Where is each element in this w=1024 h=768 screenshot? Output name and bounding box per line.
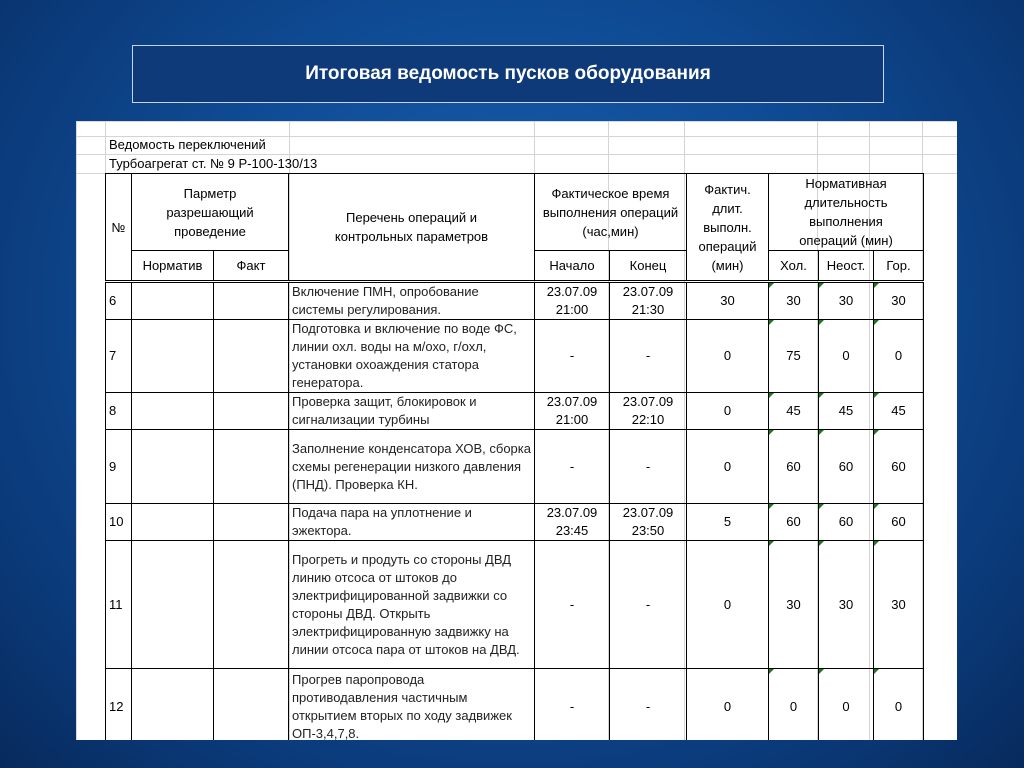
cell-fakt [214, 541, 289, 669]
cell-duration: 0 [687, 541, 769, 669]
header-gor: Гор. [874, 251, 924, 282]
header-param: Парметр разрешающий проведение [132, 174, 289, 251]
cell-num: 6 [106, 282, 132, 320]
header-normativ: Норматив [132, 251, 214, 282]
cell-fakt [214, 669, 289, 741]
cell-neost: 0 [819, 669, 874, 741]
cell-fakt [214, 504, 289, 541]
table-header-row [106, 174, 924, 251]
cell-start: 23.07.09 21:00 [535, 393, 610, 430]
cell-operation: Включение ПМН, опробование системы регулирования. [289, 282, 535, 320]
cell-start: 23.07.09 21:00 [535, 282, 610, 320]
cell-normativ [132, 282, 214, 320]
cell-normativ [132, 393, 214, 430]
table-row [106, 393, 924, 430]
cell-duration: 0 [687, 669, 769, 741]
cell-gor: 0 [874, 320, 924, 393]
cell-normativ [132, 320, 214, 393]
slide-title-box [132, 45, 884, 103]
cell-num: 10 [106, 504, 132, 541]
cell-gor: 45 [874, 393, 924, 430]
cell-num: 12 [106, 669, 132, 741]
header-norm-dur: Нормативная длительность выполнения операций (мин) [769, 174, 924, 251]
cell-end: 23.07.09 22:10 [610, 393, 687, 430]
cell-end: 23.07.09 21:30 [610, 282, 687, 320]
cell-fakt [214, 393, 289, 430]
cell-duration: 0 [687, 393, 769, 430]
cell-gor: 60 [874, 504, 924, 541]
header-neost: Неост. [819, 251, 874, 282]
slide-title: Итоговая ведомость пусков оборудования [305, 63, 711, 84]
operations-table [105, 173, 924, 740]
cell-end: - [610, 430, 687, 504]
cell-neost: 0 [819, 320, 874, 393]
cell-hol: 45 [769, 393, 819, 430]
cell-operation: Заполнение конденсатора ХОВ, сборка схемы регенерации низкого давления (ПНД). Проверка КН. [289, 430, 535, 504]
cell-operation: Подача пара на уплотнение и эжектора. [289, 504, 535, 541]
cell-num: 9 [106, 430, 132, 504]
cell-hol: 60 [769, 430, 819, 504]
cell-num: 11 [106, 541, 132, 669]
grid-line [76, 154, 957, 155]
cell-end: - [610, 541, 687, 669]
spreadsheet [76, 121, 957, 740]
cell-fakt [214, 282, 289, 320]
cell-normativ [132, 504, 214, 541]
cell-gor: 0 [874, 669, 924, 741]
header-hol: Хол. [769, 251, 819, 282]
cell-hol: 30 [769, 541, 819, 669]
sheet-subheading: Турбоагрегат ст. № 9 Р-100-130/13 [109, 156, 318, 171]
cell-normativ [132, 430, 214, 504]
header-start: Начало [535, 251, 610, 282]
cell-gor: 60 [874, 430, 924, 504]
cell-operation: Проверка защит, блокировок и сигнализации турбины [289, 393, 535, 430]
cell-neost: 30 [819, 541, 874, 669]
cell-end: - [610, 669, 687, 741]
cell-operation: Прогреть и продуть со стороны ДВД линию отсоса от штоков до электрифицированной задвижки со стороны ДВД. Открыть электрифицированную задвижку на линии отсоса пара от штоков на ДВД. [289, 541, 535, 669]
header-num: № [106, 174, 132, 282]
cell-num: 8 [106, 393, 132, 430]
cell-neost: 60 [819, 504, 874, 541]
cell-end: 23.07.09 23:50 [610, 504, 687, 541]
header-end: Конец [610, 251, 687, 282]
table-row [106, 320, 924, 393]
sheet-heading: Ведомость переключений [109, 137, 266, 152]
cell-start: - [535, 430, 610, 504]
cell-duration: 0 [687, 430, 769, 504]
cell-duration: 30 [687, 282, 769, 320]
cell-gor: 30 [874, 541, 924, 669]
cell-fakt [214, 430, 289, 504]
cell-hol: 75 [769, 320, 819, 393]
table-row [106, 504, 924, 541]
table-row [106, 669, 924, 741]
header-ops: Перечень операций и контрольных параметров [289, 174, 535, 282]
cell-operation: Прогрев паропровода противодавления частичным открытием вторых по ходу задвижек ОП-3,4,7,8. [289, 669, 535, 741]
table-row [106, 541, 924, 669]
cell-hol: 0 [769, 669, 819, 741]
cell-start: 23.07.09 23:45 [535, 504, 610, 541]
cell-duration: 0 [687, 320, 769, 393]
table-row [106, 282, 924, 320]
cell-start: - [535, 541, 610, 669]
cell-duration: 5 [687, 504, 769, 541]
cell-neost: 60 [819, 430, 874, 504]
header-fact-dur: Фактич. длит. выполн. операций (мин) [687, 174, 769, 282]
cell-end: - [610, 320, 687, 393]
cell-normativ [132, 541, 214, 669]
table-row [106, 430, 924, 504]
cell-neost: 30 [819, 282, 874, 320]
cell-hol: 30 [769, 282, 819, 320]
cell-operation: Подготовка и включение по воде ФС, линии охл. воды на м/охо, г/охл, установки охоаждения статора генератора. [289, 320, 535, 393]
cell-fakt [214, 320, 289, 393]
cell-hol: 60 [769, 504, 819, 541]
cell-neost: 45 [819, 393, 874, 430]
cell-start: - [535, 669, 610, 741]
header-fact-time: Фактическое время выполнения операций (час,мин) [535, 174, 687, 251]
cell-start: - [535, 320, 610, 393]
cell-normativ [132, 669, 214, 741]
cell-gor: 30 [874, 282, 924, 320]
cell-num: 7 [106, 320, 132, 393]
header-fakt: Факт [214, 251, 289, 282]
